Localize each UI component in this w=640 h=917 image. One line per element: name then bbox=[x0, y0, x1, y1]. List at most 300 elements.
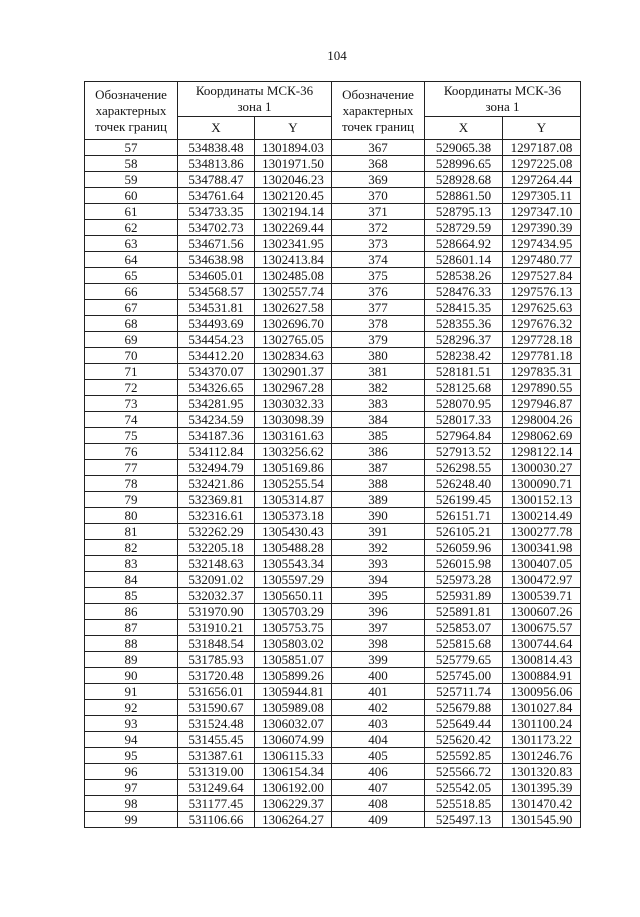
coordinates-table bbox=[84, 81, 581, 828]
right-point-id-cell: 380 bbox=[332, 348, 425, 364]
right-y-cell: 1301027.84 bbox=[503, 700, 581, 716]
right-x-cell: 525815.68 bbox=[425, 636, 503, 652]
table-row bbox=[85, 348, 581, 364]
left-y-cell: 1301894.03 bbox=[255, 140, 332, 156]
right-point-id-cell: 386 bbox=[332, 444, 425, 460]
right-point-id-cell: 395 bbox=[332, 588, 425, 604]
right-y-cell: 1297225.08 bbox=[503, 156, 581, 172]
right-point-id-cell: 373 bbox=[332, 236, 425, 252]
left-x-cell: 531319.00 bbox=[178, 764, 255, 780]
right-point-id-cell: 409 bbox=[332, 812, 425, 828]
left-x-cell: 534838.48 bbox=[178, 140, 255, 156]
right-y-cell: 1297305.11 bbox=[503, 188, 581, 204]
header-line: зона 1 bbox=[237, 99, 272, 114]
left-y-cell: 1301971.50 bbox=[255, 156, 332, 172]
right-point-id-cell: 383 bbox=[332, 396, 425, 412]
table-row bbox=[85, 300, 581, 316]
left-coordinates-header bbox=[178, 82, 332, 117]
left-y-cell: 1302269.44 bbox=[255, 220, 332, 236]
left-x-cell: 534370.07 bbox=[178, 364, 255, 380]
left-point-id-cell: 77 bbox=[85, 460, 178, 476]
right-x-cell: 528238.42 bbox=[425, 348, 503, 364]
left-point-id-cell: 73 bbox=[85, 396, 178, 412]
right-y-cell: 1300277.78 bbox=[503, 524, 581, 540]
right-y-cell: 1297728.18 bbox=[503, 332, 581, 348]
right-x-cell: 526298.55 bbox=[425, 460, 503, 476]
right-point-id-cell: 403 bbox=[332, 716, 425, 732]
left-point-id-cell: 71 bbox=[85, 364, 178, 380]
left-point-id-cell: 93 bbox=[85, 716, 178, 732]
right-x-cell: 528181.51 bbox=[425, 364, 503, 380]
left-y-cell: 1306229.37 bbox=[255, 796, 332, 812]
table-row bbox=[85, 284, 581, 300]
left-x-cell: 534112.84 bbox=[178, 444, 255, 460]
left-y-cell: 1302696.70 bbox=[255, 316, 332, 332]
left-x-cell: 531524.48 bbox=[178, 716, 255, 732]
table-row bbox=[85, 812, 581, 828]
left-point-id-cell: 86 bbox=[85, 604, 178, 620]
right-y-cell: 1300884.91 bbox=[503, 668, 581, 684]
left-y-cell: 1302627.58 bbox=[255, 300, 332, 316]
table-row bbox=[85, 412, 581, 428]
left-y-cell: 1305169.86 bbox=[255, 460, 332, 476]
right-point-id-cell: 370 bbox=[332, 188, 425, 204]
table-row bbox=[85, 604, 581, 620]
right-point-id-cell: 398 bbox=[332, 636, 425, 652]
right-point-id-cell: 399 bbox=[332, 652, 425, 668]
table-row bbox=[85, 588, 581, 604]
left-y-cell: 1302046.23 bbox=[255, 172, 332, 188]
left-x-cell: 531387.61 bbox=[178, 748, 255, 764]
right-x-cell: 528601.14 bbox=[425, 252, 503, 268]
table-row bbox=[85, 476, 581, 492]
left-y-cell: 1302901.37 bbox=[255, 364, 332, 380]
left-point-id-cell: 89 bbox=[85, 652, 178, 668]
left-y-cell: 1305851.07 bbox=[255, 652, 332, 668]
right-y-cell: 1297576.13 bbox=[503, 284, 581, 300]
left-point-id-cell: 68 bbox=[85, 316, 178, 332]
right-x-cell: 525518.85 bbox=[425, 796, 503, 812]
right-point-id-cell: 391 bbox=[332, 524, 425, 540]
left-y-cell: 1302557.74 bbox=[255, 284, 332, 300]
header-line: зона 1 bbox=[485, 99, 520, 114]
left-y-cell: 1305488.28 bbox=[255, 540, 332, 556]
left-x-cell: 534187.36 bbox=[178, 428, 255, 444]
left-point-id-cell: 81 bbox=[85, 524, 178, 540]
left-x-cell: 532369.81 bbox=[178, 492, 255, 508]
left-x-cell: 534671.56 bbox=[178, 236, 255, 252]
right-point-id-cell: 382 bbox=[332, 380, 425, 396]
table-row bbox=[85, 332, 581, 348]
left-point-id-cell: 62 bbox=[85, 220, 178, 236]
right-point-id-cell: 390 bbox=[332, 508, 425, 524]
right-point-id-cell: 368 bbox=[332, 156, 425, 172]
header-line: точек границ bbox=[94, 118, 168, 134]
left-y-cell: 1305314.87 bbox=[255, 492, 332, 508]
right-y-cell: 1297434.95 bbox=[503, 236, 581, 252]
right-x-cell: 528538.26 bbox=[425, 268, 503, 284]
right-point-id-cell: 376 bbox=[332, 284, 425, 300]
header-line: Обозначение bbox=[95, 86, 167, 102]
left-y-cell: 1302341.95 bbox=[255, 236, 332, 252]
right-y-cell: 1301545.90 bbox=[503, 812, 581, 828]
table-row bbox=[85, 796, 581, 812]
left-point-id-cell: 79 bbox=[85, 492, 178, 508]
right-x-cell: 526015.98 bbox=[425, 556, 503, 572]
left-x-cell: 531970.90 bbox=[178, 604, 255, 620]
left-point-id-cell: 87 bbox=[85, 620, 178, 636]
left-y-cell: 1305650.11 bbox=[255, 588, 332, 604]
left-x-cell: 532316.61 bbox=[178, 508, 255, 524]
right-x-cell: 525497.13 bbox=[425, 812, 503, 828]
right-x-cell: 525566.72 bbox=[425, 764, 503, 780]
right-point-id-cell: 378 bbox=[332, 316, 425, 332]
right-point-id-cell: 374 bbox=[332, 252, 425, 268]
left-y-cell: 1302967.28 bbox=[255, 380, 332, 396]
left-point-id-cell: 82 bbox=[85, 540, 178, 556]
right-x-cell: 527964.84 bbox=[425, 428, 503, 444]
right-y-cell: 1300152.13 bbox=[503, 492, 581, 508]
left-x-cell: 531177.45 bbox=[178, 796, 255, 812]
left-y-cell: 1303032.33 bbox=[255, 396, 332, 412]
right-coordinates-header bbox=[425, 82, 581, 117]
table-row bbox=[85, 652, 581, 668]
left-point-id-cell: 70 bbox=[85, 348, 178, 364]
left-y-cell: 1305373.18 bbox=[255, 508, 332, 524]
table-row bbox=[85, 380, 581, 396]
left-x-cell: 534605.01 bbox=[178, 268, 255, 284]
table-row bbox=[85, 140, 581, 156]
right-y-cell: 1297527.84 bbox=[503, 268, 581, 284]
header-line: Обозначение bbox=[342, 86, 414, 102]
left-x-cell: 531848.54 bbox=[178, 636, 255, 652]
left-point-id-cell: 97 bbox=[85, 780, 178, 796]
left-y-cell: 1302413.84 bbox=[255, 252, 332, 268]
table-row bbox=[85, 204, 581, 220]
left-y-cell: 1305543.34 bbox=[255, 556, 332, 572]
left-y-cell: 1305255.54 bbox=[255, 476, 332, 492]
right-point-id-cell: 372 bbox=[332, 220, 425, 236]
left-x-cell: 531455.45 bbox=[178, 732, 255, 748]
right-point-id-cell: 404 bbox=[332, 732, 425, 748]
left-x-cell: 534813.86 bbox=[178, 156, 255, 172]
left-point-id-cell: 76 bbox=[85, 444, 178, 460]
table-row bbox=[85, 428, 581, 444]
right-point-id-cell: 392 bbox=[332, 540, 425, 556]
right-point-id-cell: 384 bbox=[332, 412, 425, 428]
table-row bbox=[85, 508, 581, 524]
right-point-id-cell: 385 bbox=[332, 428, 425, 444]
left-x-cell: 532205.18 bbox=[178, 540, 255, 556]
left-y-cell: 1306192.00 bbox=[255, 780, 332, 796]
table-row bbox=[85, 732, 581, 748]
left-x-cell: 534493.69 bbox=[178, 316, 255, 332]
right-y-cell: 1300814.43 bbox=[503, 652, 581, 668]
header-line: Координаты МСК-36 bbox=[443, 83, 562, 98]
left-y-cell: 1302834.63 bbox=[255, 348, 332, 364]
left-x-cell: 534638.98 bbox=[178, 252, 255, 268]
right-x-cell: 525931.89 bbox=[425, 588, 503, 604]
table-row bbox=[85, 444, 581, 460]
left-x-cell: 534788.47 bbox=[178, 172, 255, 188]
left-x-cell: 531720.48 bbox=[178, 668, 255, 684]
left-y-cell: 1306154.34 bbox=[255, 764, 332, 780]
right-x-cell: 528928.68 bbox=[425, 172, 503, 188]
header-line: точек границ bbox=[341, 118, 415, 134]
table-row bbox=[85, 396, 581, 412]
left-y-cell: 1303161.63 bbox=[255, 428, 332, 444]
right-y-cell: 1298062.69 bbox=[503, 428, 581, 444]
right-x-cell: 528861.50 bbox=[425, 188, 503, 204]
right-x-cell: 528729.59 bbox=[425, 220, 503, 236]
left-x-cell: 531910.21 bbox=[178, 620, 255, 636]
left-point-id-cell: 83 bbox=[85, 556, 178, 572]
right-y-cell: 1301470.42 bbox=[503, 796, 581, 812]
right-x-cell: 525592.85 bbox=[425, 748, 503, 764]
table-row bbox=[85, 252, 581, 268]
left-point-designation-header bbox=[85, 82, 178, 140]
right-y-cell: 1301173.22 bbox=[503, 732, 581, 748]
right-x-cell: 525745.00 bbox=[425, 668, 503, 684]
left-y-cell: 1306074.99 bbox=[255, 732, 332, 748]
table-row bbox=[85, 636, 581, 652]
table-row bbox=[85, 700, 581, 716]
right-x-cell: 528125.68 bbox=[425, 380, 503, 396]
right-y-cell: 1300956.06 bbox=[503, 684, 581, 700]
right-y-header: Y bbox=[503, 117, 581, 140]
right-x-header: X bbox=[425, 117, 503, 140]
left-x-cell: 534454.23 bbox=[178, 332, 255, 348]
left-point-id-cell: 90 bbox=[85, 668, 178, 684]
right-point-id-cell: 388 bbox=[332, 476, 425, 492]
left-point-id-cell: 60 bbox=[85, 188, 178, 204]
left-y-cell: 1302765.05 bbox=[255, 332, 332, 348]
right-x-cell: 529065.38 bbox=[425, 140, 503, 156]
right-point-id-cell: 407 bbox=[332, 780, 425, 796]
left-point-id-cell: 61 bbox=[85, 204, 178, 220]
right-y-cell: 1297946.87 bbox=[503, 396, 581, 412]
left-x-cell: 534702.73 bbox=[178, 220, 255, 236]
right-point-id-cell: 400 bbox=[332, 668, 425, 684]
table-row bbox=[85, 188, 581, 204]
right-x-cell: 525649.44 bbox=[425, 716, 503, 732]
left-y-cell: 1305753.75 bbox=[255, 620, 332, 636]
left-x-cell: 531106.66 bbox=[178, 812, 255, 828]
table-row bbox=[85, 492, 581, 508]
right-point-id-cell: 401 bbox=[332, 684, 425, 700]
right-x-cell: 528476.33 bbox=[425, 284, 503, 300]
left-y-cell: 1306115.33 bbox=[255, 748, 332, 764]
left-y-cell: 1305597.29 bbox=[255, 572, 332, 588]
right-y-cell: 1301320.83 bbox=[503, 764, 581, 780]
right-point-id-cell: 377 bbox=[332, 300, 425, 316]
right-x-cell: 526151.71 bbox=[425, 508, 503, 524]
right-y-cell: 1301395.39 bbox=[503, 780, 581, 796]
right-point-id-cell: 405 bbox=[332, 748, 425, 764]
table-header bbox=[85, 82, 581, 140]
right-x-cell: 525679.88 bbox=[425, 700, 503, 716]
right-y-cell: 1297187.08 bbox=[503, 140, 581, 156]
right-x-cell: 525973.28 bbox=[425, 572, 503, 588]
table-row bbox=[85, 268, 581, 284]
right-x-cell: 528415.35 bbox=[425, 300, 503, 316]
left-point-id-cell: 80 bbox=[85, 508, 178, 524]
page-number: 104 bbox=[327, 48, 347, 63]
left-x-cell: 532421.86 bbox=[178, 476, 255, 492]
left-point-id-cell: 69 bbox=[85, 332, 178, 348]
left-point-id-cell: 63 bbox=[85, 236, 178, 252]
right-y-cell: 1297676.32 bbox=[503, 316, 581, 332]
table-row bbox=[85, 620, 581, 636]
left-point-id-cell: 57 bbox=[85, 140, 178, 156]
left-point-id-cell: 98 bbox=[85, 796, 178, 812]
left-y-header: Y bbox=[255, 117, 332, 140]
right-x-cell: 525779.65 bbox=[425, 652, 503, 668]
left-point-id-cell: 99 bbox=[85, 812, 178, 828]
left-point-id-cell: 74 bbox=[85, 412, 178, 428]
right-x-cell: 528296.37 bbox=[425, 332, 503, 348]
right-x-cell: 525891.81 bbox=[425, 604, 503, 620]
table-body bbox=[85, 140, 581, 828]
left-point-id-cell: 64 bbox=[85, 252, 178, 268]
right-y-cell: 1297264.44 bbox=[503, 172, 581, 188]
right-x-cell: 528795.13 bbox=[425, 204, 503, 220]
left-x-cell: 532262.29 bbox=[178, 524, 255, 540]
left-point-id-cell: 72 bbox=[85, 380, 178, 396]
right-x-cell: 525542.05 bbox=[425, 780, 503, 796]
right-y-cell: 1297781.18 bbox=[503, 348, 581, 364]
header-line: Координаты МСК-36 bbox=[195, 83, 314, 98]
right-y-cell: 1297625.63 bbox=[503, 300, 581, 316]
left-y-cell: 1305703.29 bbox=[255, 604, 332, 620]
left-y-cell: 1302120.45 bbox=[255, 188, 332, 204]
table-row bbox=[85, 748, 581, 764]
right-x-cell: 526248.40 bbox=[425, 476, 503, 492]
right-y-cell: 1298122.14 bbox=[503, 444, 581, 460]
right-point-id-cell: 406 bbox=[332, 764, 425, 780]
left-y-cell: 1305803.02 bbox=[255, 636, 332, 652]
left-x-cell: 534733.35 bbox=[178, 204, 255, 220]
header-line: характерных bbox=[342, 102, 414, 118]
right-y-cell: 1297835.31 bbox=[503, 364, 581, 380]
right-y-cell: 1301246.76 bbox=[503, 748, 581, 764]
right-point-designation-header bbox=[332, 82, 425, 140]
right-y-cell: 1297480.77 bbox=[503, 252, 581, 268]
right-point-id-cell: 381 bbox=[332, 364, 425, 380]
table-row bbox=[85, 220, 581, 236]
left-y-cell: 1302194.14 bbox=[255, 204, 332, 220]
right-point-id-cell: 393 bbox=[332, 556, 425, 572]
right-y-cell: 1298004.26 bbox=[503, 412, 581, 428]
right-y-cell: 1300539.71 bbox=[503, 588, 581, 604]
left-point-id-cell: 59 bbox=[85, 172, 178, 188]
right-y-cell: 1297347.10 bbox=[503, 204, 581, 220]
left-x-cell: 531656.01 bbox=[178, 684, 255, 700]
right-y-cell: 1300675.57 bbox=[503, 620, 581, 636]
right-y-cell: 1297390.39 bbox=[503, 220, 581, 236]
table-row bbox=[85, 316, 581, 332]
left-y-cell: 1305944.81 bbox=[255, 684, 332, 700]
right-y-cell: 1300214.49 bbox=[503, 508, 581, 524]
right-point-id-cell: 379 bbox=[332, 332, 425, 348]
table-row bbox=[85, 460, 581, 476]
left-y-cell: 1302485.08 bbox=[255, 268, 332, 284]
left-y-cell: 1303256.62 bbox=[255, 444, 332, 460]
header-line: характерных bbox=[95, 102, 167, 118]
left-point-id-cell: 91 bbox=[85, 684, 178, 700]
left-x-header: X bbox=[178, 117, 255, 140]
left-point-id-cell: 92 bbox=[85, 700, 178, 716]
right-point-id-cell: 389 bbox=[332, 492, 425, 508]
right-y-cell: 1301100.24 bbox=[503, 716, 581, 732]
right-point-id-cell: 408 bbox=[332, 796, 425, 812]
table-row bbox=[85, 764, 581, 780]
table-row bbox=[85, 364, 581, 380]
table-row bbox=[85, 684, 581, 700]
table-row bbox=[85, 172, 581, 188]
left-point-id-cell: 85 bbox=[85, 588, 178, 604]
table-row bbox=[85, 524, 581, 540]
left-y-cell: 1305430.43 bbox=[255, 524, 332, 540]
left-x-cell: 534531.81 bbox=[178, 300, 255, 316]
right-x-cell: 526105.21 bbox=[425, 524, 503, 540]
left-point-id-cell: 94 bbox=[85, 732, 178, 748]
left-x-cell: 534761.64 bbox=[178, 188, 255, 204]
right-x-cell: 526059.96 bbox=[425, 540, 503, 556]
table-row bbox=[85, 572, 581, 588]
right-point-id-cell: 402 bbox=[332, 700, 425, 716]
left-point-id-cell: 84 bbox=[85, 572, 178, 588]
left-y-cell: 1305989.08 bbox=[255, 700, 332, 716]
right-x-cell: 525711.74 bbox=[425, 684, 503, 700]
right-y-cell: 1300030.27 bbox=[503, 460, 581, 476]
right-y-cell: 1297890.55 bbox=[503, 380, 581, 396]
left-x-cell: 532032.37 bbox=[178, 588, 255, 604]
right-x-cell: 528996.65 bbox=[425, 156, 503, 172]
table-row bbox=[85, 780, 581, 796]
left-x-cell: 534568.57 bbox=[178, 284, 255, 300]
right-y-cell: 1300472.97 bbox=[503, 572, 581, 588]
table-row bbox=[85, 556, 581, 572]
table-row bbox=[85, 156, 581, 172]
right-y-cell: 1300744.64 bbox=[503, 636, 581, 652]
right-x-cell: 525853.07 bbox=[425, 620, 503, 636]
right-y-cell: 1300341.98 bbox=[503, 540, 581, 556]
table-row bbox=[85, 540, 581, 556]
right-point-id-cell: 371 bbox=[332, 204, 425, 220]
left-x-cell: 532091.02 bbox=[178, 572, 255, 588]
right-x-cell: 528070.95 bbox=[425, 396, 503, 412]
left-point-id-cell: 75 bbox=[85, 428, 178, 444]
right-point-id-cell: 369 bbox=[332, 172, 425, 188]
left-y-cell: 1305899.26 bbox=[255, 668, 332, 684]
left-point-id-cell: 66 bbox=[85, 284, 178, 300]
right-x-cell: 528017.33 bbox=[425, 412, 503, 428]
left-y-cell: 1306032.07 bbox=[255, 716, 332, 732]
left-x-cell: 534412.20 bbox=[178, 348, 255, 364]
right-point-id-cell: 375 bbox=[332, 268, 425, 284]
left-x-cell: 534326.65 bbox=[178, 380, 255, 396]
left-x-cell: 531785.93 bbox=[178, 652, 255, 668]
left-point-id-cell: 65 bbox=[85, 268, 178, 284]
left-point-id-cell: 67 bbox=[85, 300, 178, 316]
right-x-cell: 525620.42 bbox=[425, 732, 503, 748]
right-x-cell: 526199.45 bbox=[425, 492, 503, 508]
right-x-cell: 528664.92 bbox=[425, 236, 503, 252]
left-point-id-cell: 88 bbox=[85, 636, 178, 652]
left-x-cell: 531249.64 bbox=[178, 780, 255, 796]
right-x-cell: 528355.36 bbox=[425, 316, 503, 332]
